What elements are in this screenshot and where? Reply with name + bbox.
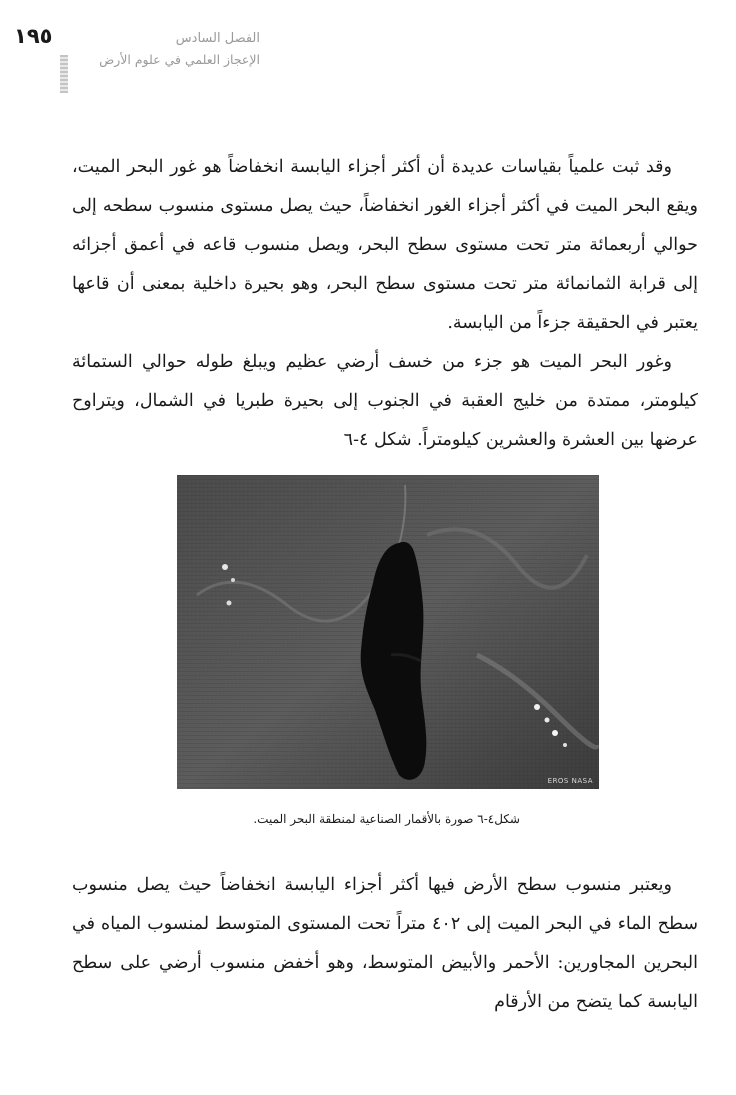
paragraph-rift-valley: وغور البحر الميت هو جزء من خسف أرضي عظيم ويبلغ طوله حوالي الستمائة كيلومتر، ممتدة من خليج العقبة في الجنوب إلى بحيرة طبريا في الشمال، ويتراوح عرضها بين العشرة والعشرين كيلومتراً. شكل ٤-٦ <box>72 352 698 450</box>
text-block-bottom <box>72 866 698 1022</box>
paragraph-elevation: ويعتبر منسوب سطح الأرض فيها أكثر أجزاء اليابسة انخفاضاً حيث يصل منسوب سطح الماء في البحر الميت إلى ٤٠٢ متراً تحت المستوى المتوسط لمنسوب المياه في البحرين المجاورين: الأحمر والأبيض المتوسط، وهو أخفض منسوب أرضي على سطح اليابسة كما يتضح من الأرقام <box>72 875 698 1012</box>
text-block-top <box>72 148 698 460</box>
header-decoration-bar <box>60 55 68 93</box>
header-chapter-title: الفصل السادس <box>175 31 260 46</box>
image-credit: EROS NASA <box>547 777 593 785</box>
satellite-image <box>177 475 599 789</box>
page-number: ١٩٥ <box>14 24 53 48</box>
running-header <box>80 30 260 72</box>
paragraph-dead-sea-depth: وقد ثبت علمياً بقياسات عديدة أن أكثر أجزاء اليابسة انخفاضاً هو غور البحر الميت، ويقع البحر الميت في أكثر أجزاء الغور انخفاضاً، حيث يصل مستوى منسوب سطحه إلى حوالي أربعمائة متر تحت مستوى سطح البحر، ويصل منسوب قاعه في أعمق أجزائه إلى قرابة الثمانمائة متر تحت مستوى سطح البحر، وهو بحيرة داخلية بمعنى أن قاعها يعتبر في الحقيقة جزءاً من اليابسة. <box>72 157 698 333</box>
header-book-title: الإعجاز العلمي في علوم الأرض <box>99 52 260 67</box>
satellite-image-graphic <box>177 475 599 789</box>
figure-caption: شكل٤-٦ صورة بالأقمار الصناعية لمنطقة البحر الميت. <box>253 812 520 826</box>
